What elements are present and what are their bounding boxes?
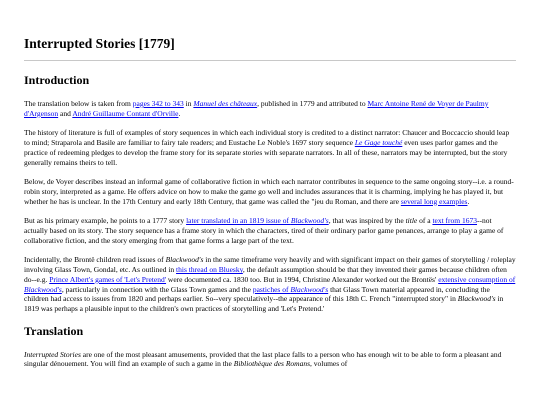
section-heading-introduction: Introduction — [24, 73, 90, 87]
text: , published in 1779 and attributed to — [257, 99, 368, 108]
link-bluesky-thread[interactable]: this thread on Bluesky — [176, 265, 243, 275]
text: . — [178, 108, 181, 118]
text: of a — [417, 216, 433, 226]
page-title: Interrupted Stories [1779] — [24, 36, 175, 51]
paragraph-de-voyer — [24, 177, 516, 206]
link-contant-dorville[interactable]: André Guillaume Contant d'Orville — [72, 108, 179, 118]
text: in the same timeframe very heavily and with significant impact on their games of storytelling / roleplay involving Glass Town, Gondal, etc. As outlined in — [24, 255, 516, 275]
text: and — [58, 108, 73, 118]
link-text: Blackwood's — [24, 284, 62, 294]
text: But as his primary example, he points to a 1777 story — [24, 216, 187, 226]
text: in — [183, 99, 194, 108]
link-several-long-examples[interactable]: several long examples — [400, 196, 468, 206]
paragraph-primary-example — [24, 216, 516, 245]
text: --not actually based on its story. The story sequence has a frame story in which the characters, tired of their ordinary parlor game penances, arrange to play a game of collaborative fiction, and the story emerging from that game forms a large part of the text. — [24, 216, 504, 245]
text: that Glass Town material appeared in, concluding the children had access to issues from 1820 and perhaps earlier. So--very speculatively--the appearance of this 18th C. French "interrupted story" in — [24, 284, 490, 304]
text: The translation below is taken from — [24, 99, 133, 108]
text: were documented ca. 1830 too. But in 1994, Christine Alexander worked out the Brontës' — [166, 274, 439, 284]
text: are one of the most pleasant amusements, provided that the last place falls to a person who has enough wit to be able to form a pleasant and singular dénouement. You will find an example of such a game in the — [24, 349, 502, 369]
link-manuel-des-chateaux[interactable] — [193, 99, 257, 108]
text: Blackwood's — [165, 255, 204, 265]
text: Incidentally, the Brontë children read issues of — [24, 255, 166, 265]
link-pastiches[interactable] — [253, 285, 328, 294]
text: Blackwood's — [457, 294, 496, 304]
link-argenson[interactable]: Marc Antoine René de Voyer de Paulmy d'Argenson — [24, 99, 489, 118]
link-text: Manuel des châteaux — [193, 99, 258, 108]
section-heading-translation: Translation — [24, 323, 84, 338]
text: title — [405, 216, 418, 226]
link-text: pastiches of — [252, 284, 291, 294]
link-text: extensive consumption of — [438, 274, 516, 284]
text: . — [467, 196, 470, 206]
text: Interrupted Stories — [24, 349, 81, 359]
link-prince-albert[interactable]: Prince Albert's games of 'Let's Pretend' — [49, 274, 167, 284]
paragraph-history — [24, 128, 516, 167]
text: The history of literature is full of examples of story sequences in which each individual story is credited to a distinct narrator: Chaucer and Boccaccio should leap to mind; Straparola and Basile are familiar to fairy tale readers; and Eustache Le Noble's 1697 story sequence — [24, 128, 510, 148]
text: in 1819 was perhaps a plausible input to the children's own practices of storytelling and 'Let's Pretend.' — [24, 294, 504, 313]
text: , volumes of — [310, 359, 348, 369]
title-divider — [24, 60, 516, 61]
link-pages[interactable]: pages 342 to 343 — [132, 99, 184, 108]
link-1819-blackwoods[interactable] — [186, 216, 329, 225]
text: Bibliothèque des Romans — [233, 359, 310, 369]
text: even uses parlor games and the practice of redeeming pledges to develop the frame story for its separate stories with separate narrators. In all of these, narrators may be interrupted, but the story generally remains theirs to tell. — [24, 138, 508, 167]
paragraph-source — [24, 99, 516, 118]
link-text: Blackwood's — [290, 284, 329, 294]
text: , particularly in connection with the Glass Town games and the — [61, 284, 253, 294]
link-text: later translated in an 1819 issue of — [186, 216, 291, 226]
link-text-from-1673[interactable]: text from 1673 — [432, 216, 478, 226]
link-text: Le Gage touché — [354, 138, 403, 148]
paragraph-bronte — [24, 255, 516, 313]
text: Below, de Voyer describes instead an informal game of collaborative fiction in which each narrator contributes in sequence to the same ongoing story--i.e. a round-robin story, interpreted as a game. He offers advice on how to make the game go well and includes assurances that it is charming, implying he has played it, but whether he has is unclear. In the 17th Century and early 18th Century, that game was called the "jeu du Roman, and there are — [24, 177, 514, 206]
text: , the default assumption should be that they invented their games because children often do--e.g. — [24, 265, 507, 284]
link-text: Blackwood's — [290, 216, 329, 226]
link-le-gage-touche[interactable] — [355, 138, 403, 147]
text: , that was inspired by the — [328, 216, 406, 226]
paragraph-translation — [24, 350, 516, 369]
